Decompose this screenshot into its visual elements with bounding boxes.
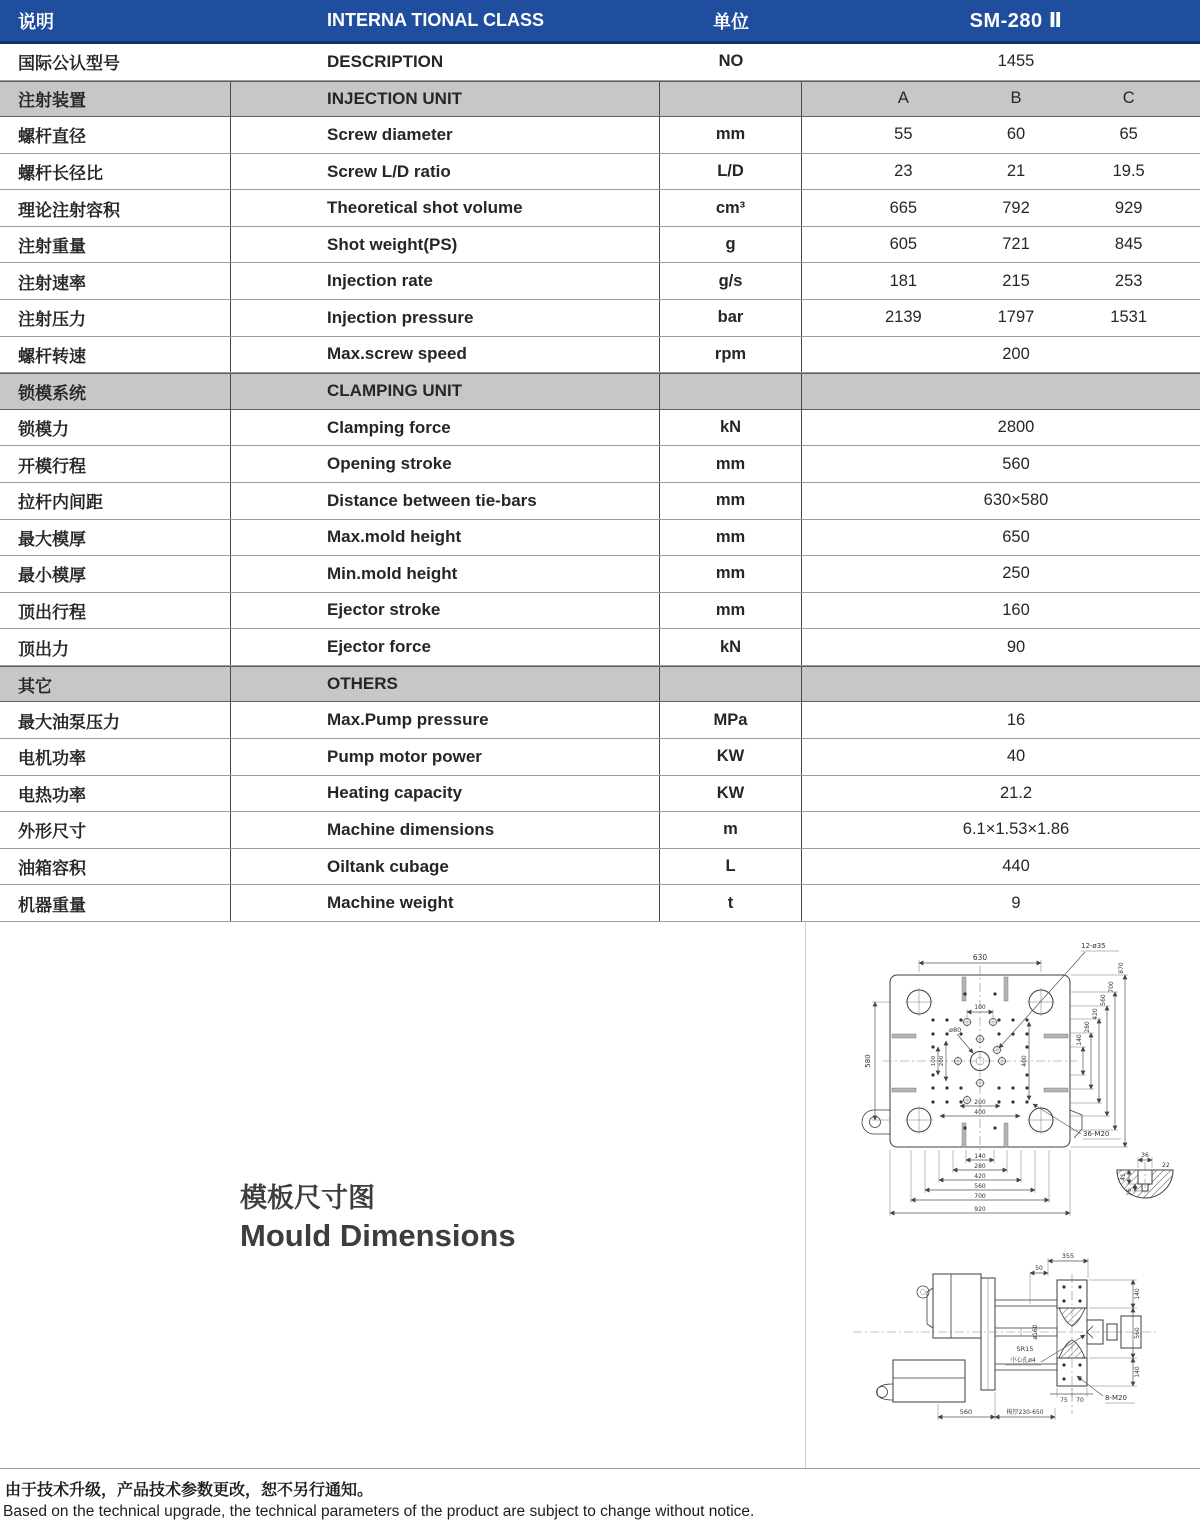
row-label-cn: 最大油泵压力 [0, 702, 231, 738]
row-unit: mm [660, 446, 802, 482]
dim-label: 630 [972, 953, 988, 962]
row-label-en: Oiltank cubage [231, 849, 660, 885]
table-row [0, 410, 1200, 447]
mould-title-cn: 模板尺寸图 [240, 1183, 375, 1213]
col-c-label: C [1122, 89, 1135, 108]
dim-label: 700 [974, 1193, 986, 1200]
row-values [802, 117, 1200, 153]
header-model-label: SM-280 Ⅱ [969, 10, 1063, 32]
table-row [0, 776, 1200, 813]
table-row [0, 190, 1200, 227]
row-unit: KW [660, 739, 802, 775]
dim-label: ø80 [949, 1026, 962, 1034]
dim-label: ø160 [1032, 1324, 1039, 1340]
row-value: 160 [1002, 600, 1030, 619]
row-label-cn: 锁模力 [0, 410, 231, 446]
dim-label: 355 [1061, 1252, 1075, 1260]
row-value: 21.2 [999, 783, 1033, 802]
value-a: 23 [894, 162, 913, 181]
section-row-clamping-unit [0, 373, 1200, 410]
mould-title-en: Mould Dimensions [240, 1218, 516, 1253]
abc-header [802, 82, 1200, 117]
section-label-en: INJECTION UNIT [231, 82, 660, 117]
row-unit: L/D [660, 154, 802, 190]
row-unit: t [660, 885, 802, 921]
row-label-cn: 开模行程 [0, 446, 231, 482]
row-label-en: Ejector stroke [231, 593, 660, 629]
table-row [0, 702, 1200, 739]
row-label-cn: 拉杆内间距 [0, 483, 231, 519]
row-label-cn: 注射速率 [0, 263, 231, 299]
row-label-cn: 最小模厚 [0, 556, 231, 592]
section-label-cn: 其它 [0, 667, 231, 702]
dim-label: 100 [974, 1004, 986, 1011]
row-value: 560 [1002, 454, 1030, 473]
section-row-injection-unit [0, 81, 1200, 118]
row-label-cn: 注射重量 [0, 227, 231, 263]
row-unit: mm [660, 117, 802, 153]
value-b: 60 [1006, 125, 1026, 144]
left-lug [862, 1110, 890, 1134]
dim-label: 36 [1141, 1152, 1149, 1159]
row-label-cn: 外形尺寸 [0, 812, 231, 848]
section-label-cn: 注射装置 [0, 82, 231, 117]
row-label-cn: 机器重量 [0, 885, 231, 921]
dim-label: 41 [1120, 1173, 1127, 1181]
dim-label: 400 [974, 1109, 986, 1116]
row-label-en: Ejector force [231, 629, 660, 665]
dim-label: 400 [1021, 1055, 1028, 1067]
bottom-dims [890, 1150, 1070, 1216]
row-label-en: Distance between tie-bars [231, 483, 660, 519]
table-row [0, 885, 1200, 922]
row-label-en: Machine dimensions [231, 812, 660, 848]
value-a: 55 [894, 125, 913, 144]
row-unit: mm [660, 593, 802, 629]
row-label-en: Max.mold height [231, 520, 660, 556]
row-value: 2800 [997, 418, 1035, 437]
value-c: 253 [1114, 271, 1143, 290]
row-values [802, 190, 1200, 226]
table-row [0, 849, 1200, 886]
dim-label: SR15 [1016, 1345, 1034, 1353]
dim-label: 420 [1092, 1008, 1099, 1020]
value-b: 792 [1002, 198, 1030, 217]
dim-label: 75 [1060, 1397, 1068, 1404]
platen-front-view-drawing [845, 930, 1200, 1235]
row-value: 650 [1002, 527, 1030, 546]
row-label-cn: 螺杆直径 [0, 117, 231, 153]
row-label-cn: 顶出行程 [0, 593, 231, 629]
value-a: 2139 [884, 308, 922, 327]
row-label-cn: 理论注射容积 [0, 190, 231, 226]
value-c: 845 [1114, 235, 1143, 254]
row-label-en: Injection rate [231, 263, 660, 299]
value-c: 929 [1114, 198, 1143, 217]
row-value: 250 [1002, 564, 1030, 583]
section-row-others [0, 666, 1200, 703]
table-row [0, 446, 1200, 483]
header-label-en: INTERNA TIONAL CLASS [327, 10, 545, 30]
row-label-en: Injection pressure [231, 300, 660, 336]
section-label-en: OTHERS [231, 667, 660, 702]
row-value: 630×580 [983, 491, 1049, 510]
row-label-en: Max.screw speed [231, 337, 660, 373]
row-value: 200 [1002, 344, 1030, 363]
value-b: 21 [1006, 162, 1026, 181]
row-label-en: Shot weight(PS) [231, 227, 660, 263]
section-label-cn: 锁模系统 [0, 374, 231, 409]
row-unit: rpm [660, 337, 802, 373]
table-row [0, 483, 1200, 520]
row-unit: mm [660, 520, 802, 556]
row-unit: g [660, 227, 802, 263]
table-row [0, 263, 1200, 300]
table-header-row [0, 0, 1200, 44]
row-unit: mm [660, 483, 802, 519]
row-value: 6.1×1.53×1.86 [962, 820, 1070, 839]
row-value: 9 [1011, 893, 1021, 912]
table-row [0, 629, 1200, 666]
dim-label: 870 [1118, 962, 1125, 974]
value-b: 1797 [997, 308, 1035, 327]
value-c: 65 [1119, 125, 1138, 144]
dim-label: 700 [1108, 981, 1115, 993]
dim-label: 200 [939, 1055, 945, 1067]
footer-notice-cn: 由于技术升级，产品技术参数更改，恕不另行通知。 [5, 1482, 374, 1499]
value-b: 215 [1002, 271, 1030, 290]
table-row [0, 227, 1200, 264]
table-row [0, 44, 1200, 81]
row-label-cn: 顶出力 [0, 629, 231, 665]
dim-label: 22 [1162, 1162, 1170, 1169]
row-label-cn: 最大模厚 [0, 520, 231, 556]
dim-label: 140 [974, 1153, 986, 1160]
table-row [0, 812, 1200, 849]
value-b: 721 [1002, 235, 1030, 254]
row-label-en: Max.Pump pressure [231, 702, 660, 738]
dim-label: 560 [959, 1408, 973, 1416]
row-label-en: Clamping force [231, 410, 660, 446]
row-value: 440 [1002, 857, 1030, 875]
row-label-cn: 国际公认型号 [18, 54, 120, 74]
row-unit: kN [660, 410, 802, 446]
row-label-en: Min.mold height [231, 556, 660, 592]
dim-label: 200 [974, 1099, 986, 1106]
row-values [802, 263, 1200, 299]
row-values [802, 154, 1200, 190]
row-label-en: Pump motor power [231, 739, 660, 775]
table-row [0, 520, 1200, 557]
section-values [802, 374, 1200, 409]
clamping-side-view-drawing [845, 1248, 1200, 1463]
row-unit: cm³ [660, 190, 802, 226]
row-value: 90 [1006, 637, 1026, 656]
row-label-en: Opening stroke [231, 446, 660, 482]
dim-label: 70 [1076, 1397, 1084, 1404]
centerlines [853, 1274, 1157, 1414]
dim-label: 12-ø35 [1081, 942, 1106, 950]
value-c: 1531 [1110, 308, 1148, 327]
row-values [802, 227, 1200, 263]
right-dims [1089, 1280, 1141, 1386]
moving-platen-assembly [877, 1274, 996, 1402]
dim-label: 50 [1035, 1265, 1043, 1272]
dim-label: 420 [974, 1173, 986, 1180]
table-row [0, 739, 1200, 776]
dim-label: 920 [974, 1206, 986, 1213]
row-label-cn: 螺杆长径比 [0, 154, 231, 190]
table-row [0, 154, 1200, 191]
row-value: 1455 [997, 52, 1035, 71]
section-unit [660, 667, 802, 702]
row-values [802, 300, 1200, 336]
row-unit: mm [660, 556, 802, 592]
stationary-platen [1057, 1280, 1093, 1386]
dim-label: 280 [1084, 1021, 1091, 1033]
centerlines [883, 966, 1077, 1156]
dim-label: 140 [1134, 1366, 1141, 1378]
row-unit: MPa [660, 702, 802, 738]
table-row [0, 593, 1200, 630]
value-c: 19.5 [1112, 162, 1145, 181]
dim-label: 280 [974, 1163, 986, 1170]
section-label-en: CLAMPING UNIT [231, 374, 660, 409]
drawing-area-divider [805, 922, 806, 1468]
value-a: 665 [889, 198, 918, 217]
row-unit: kN [660, 629, 802, 665]
row-label-en: Machine weight [231, 885, 660, 921]
row-label-en: Theoretical shot volume [231, 190, 660, 226]
row-label-en: DESCRIPTION [327, 51, 444, 71]
table-row [0, 556, 1200, 593]
row-label-cn: 电热功率 [0, 776, 231, 812]
row-label-cn: 油箱容积 [0, 849, 231, 885]
section-unit [660, 82, 802, 117]
row-unit: bar [660, 300, 802, 336]
dim-label: 中心孔ø4 [1010, 1357, 1036, 1364]
row-unit: NO [718, 52, 744, 71]
row-label-cn: 注射压力 [0, 300, 231, 336]
footer-notice-en: Based on the technical upgrade, the technical parameters of the product are subject to change without notice. [3, 1503, 755, 1520]
dim-label: 36-M20 [1083, 1130, 1110, 1138]
row-label-cn: 电机功率 [0, 739, 231, 775]
row-unit: m [660, 812, 802, 848]
row-value: 40 [1006, 747, 1026, 766]
footer-divider [0, 1468, 1200, 1469]
dim-label: 140 [1076, 1034, 1083, 1046]
row-value: 16 [1006, 710, 1026, 729]
header-label-cn: 说明 [18, 11, 54, 32]
row-unit: KW [660, 776, 802, 812]
col-a-label: A [897, 89, 909, 108]
t-slot-detail [1117, 1152, 1173, 1198]
value-a: 605 [889, 235, 918, 254]
dim-label: 模厚230-650 [1006, 1409, 1044, 1416]
table-row [0, 117, 1200, 154]
value-a: 181 [889, 271, 918, 290]
dim-label: 580 [864, 1054, 872, 1068]
dim-label: 560 [974, 1183, 986, 1190]
col-b-label: B [1010, 89, 1022, 108]
right-dims [1071, 962, 1128, 1147]
dim-label: 8-M20 [1105, 1394, 1127, 1402]
row-unit: g/s [660, 263, 802, 299]
row-unit: L [660, 849, 802, 885]
dim-label: 140 [1134, 1288, 1141, 1300]
section-unit [660, 374, 802, 409]
dim-label: 100 [931, 1055, 937, 1067]
row-label-en: Screw diameter [231, 117, 660, 153]
dim-label: 560 [1134, 1327, 1141, 1339]
row-label-en: Heating capacity [231, 776, 660, 812]
table-row [0, 337, 1200, 374]
row-label-cn: 螺杆转速 [0, 337, 231, 373]
table-row [0, 300, 1200, 337]
row-label-en: Screw L/D ratio [231, 154, 660, 190]
header-unit-label: 单位 [713, 11, 749, 32]
dim-label: 16 [1126, 1188, 1133, 1196]
dim-label: 560 [1100, 994, 1107, 1006]
section-values [802, 667, 1200, 702]
